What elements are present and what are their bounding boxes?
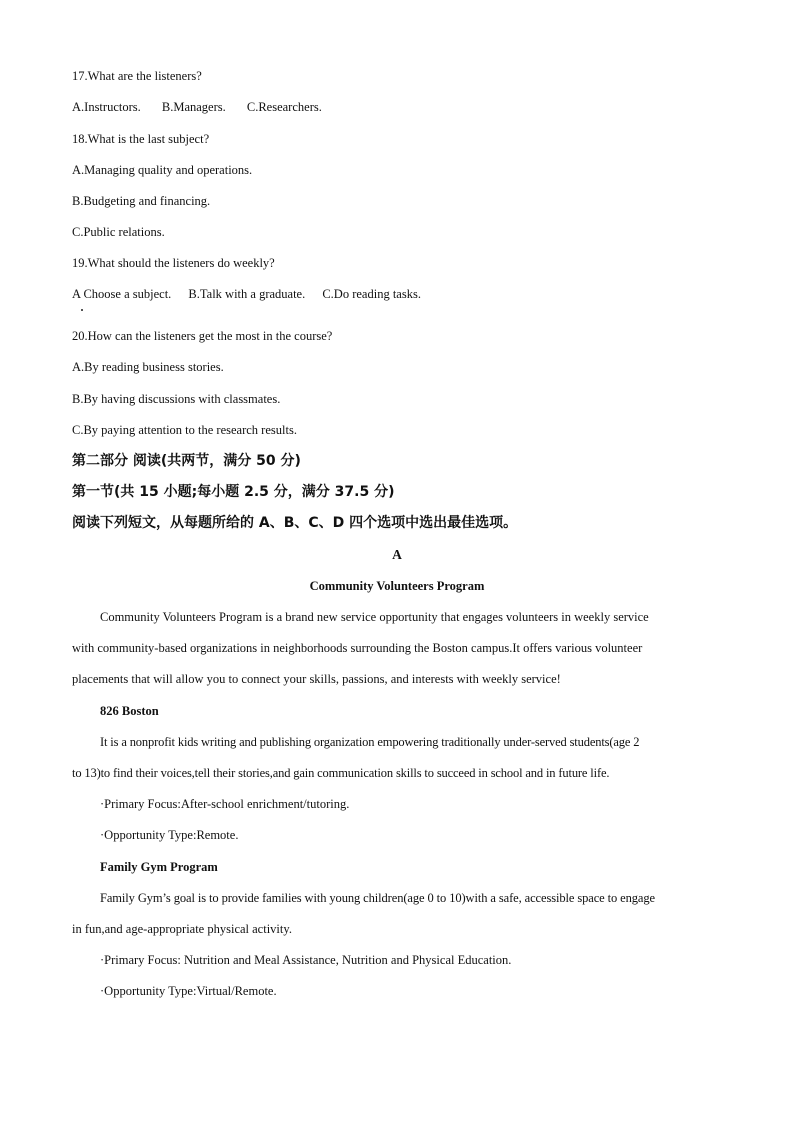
org-family-gym-name: Family Gym Program bbox=[100, 860, 218, 874]
instruction: 阅读下列短文，从每题所给的 A、B、C、D 四个选项中选出最佳选项。 bbox=[72, 515, 518, 531]
org-826-focus: ·Primary Focus:After-school enrichment/tutoring. bbox=[100, 797, 350, 811]
option-b: B.Managers. bbox=[161, 100, 226, 114]
option-c: C.Researchers. bbox=[246, 100, 322, 114]
option-b: B.Talk with a graduate. bbox=[188, 287, 306, 301]
intro-line-2: with community-based organizations in neighborhoods surrounding the Boston campus.It offers various volunteer bbox=[72, 641, 643, 655]
intro-line-1: Community Volunteers Program is a brand new service opportunity that engages volunteers in weekly service bbox=[100, 610, 649, 624]
question-18-option-c: C.Public relations. bbox=[72, 225, 165, 239]
intro-line-3: placements that will allow you to connect your skills, passions, and interests with weekly service! bbox=[72, 672, 561, 686]
question-17-stem: 17.What are the listeners? bbox=[72, 69, 202, 83]
question-19-options bbox=[72, 286, 421, 302]
question-20-stem: 20.How can the listeners get the most in the course? bbox=[72, 329, 333, 343]
org-826-boston-name: 826 Boston bbox=[100, 704, 159, 718]
subsection-title: 第一节(共 15 小题;每小题 2.5 分，满分 37.5 分) bbox=[72, 484, 395, 500]
question-18-option-b: B.Budgeting and financing. bbox=[72, 194, 211, 208]
question-19-stem: 19.What should the listeners do weekly? bbox=[72, 256, 275, 270]
stray-dot bbox=[81, 309, 83, 311]
org-826-type: ·Opportunity Type:Remote. bbox=[100, 828, 239, 842]
passage-letter: A bbox=[392, 547, 402, 562]
org-family-gym-desc-line-2: in fun,and age-appropriate physical activity. bbox=[72, 922, 292, 936]
question-20-option-c: C.By paying attention to the research results. bbox=[72, 423, 297, 437]
org-826-desc-line-1: It is a nonprofit kids writing and publishing organization empowering traditionally under-served students(age 2 bbox=[100, 735, 640, 749]
question-18-stem: 18.What is the last subject? bbox=[72, 132, 210, 146]
passage-title: Community Volunteers Program bbox=[309, 579, 485, 593]
org-826-desc-line-2: to 13)to find their voices,tell their stories,and gain communication skills to succeed in school and in future life. bbox=[72, 766, 610, 780]
org-family-gym-focus: ·Primary Focus: Nutrition and Meal Assistance, Nutrition and Physical Education. bbox=[100, 953, 512, 967]
option-a: A.Instructors. bbox=[72, 100, 141, 114]
option-a: A Choose a subject. bbox=[72, 287, 172, 301]
org-family-gym-desc-line-1: Family Gym’s goal is to provide families with young children(age 0 to 10)with a safe, accessible space to engage bbox=[100, 891, 655, 905]
question-20-option-a: A.By reading business stories. bbox=[72, 360, 224, 374]
part-title: 第二部分 阅读(共两节，满分 50 分) bbox=[72, 453, 301, 469]
question-20-option-b: B.By having discussions with classmates. bbox=[72, 392, 281, 406]
question-18-option-a: A.Managing quality and operations. bbox=[72, 163, 253, 177]
org-family-gym-type: ·Opportunity Type:Virtual/Remote. bbox=[100, 984, 277, 998]
option-c: C.Do reading tasks. bbox=[322, 287, 421, 301]
question-17-options bbox=[72, 99, 322, 115]
